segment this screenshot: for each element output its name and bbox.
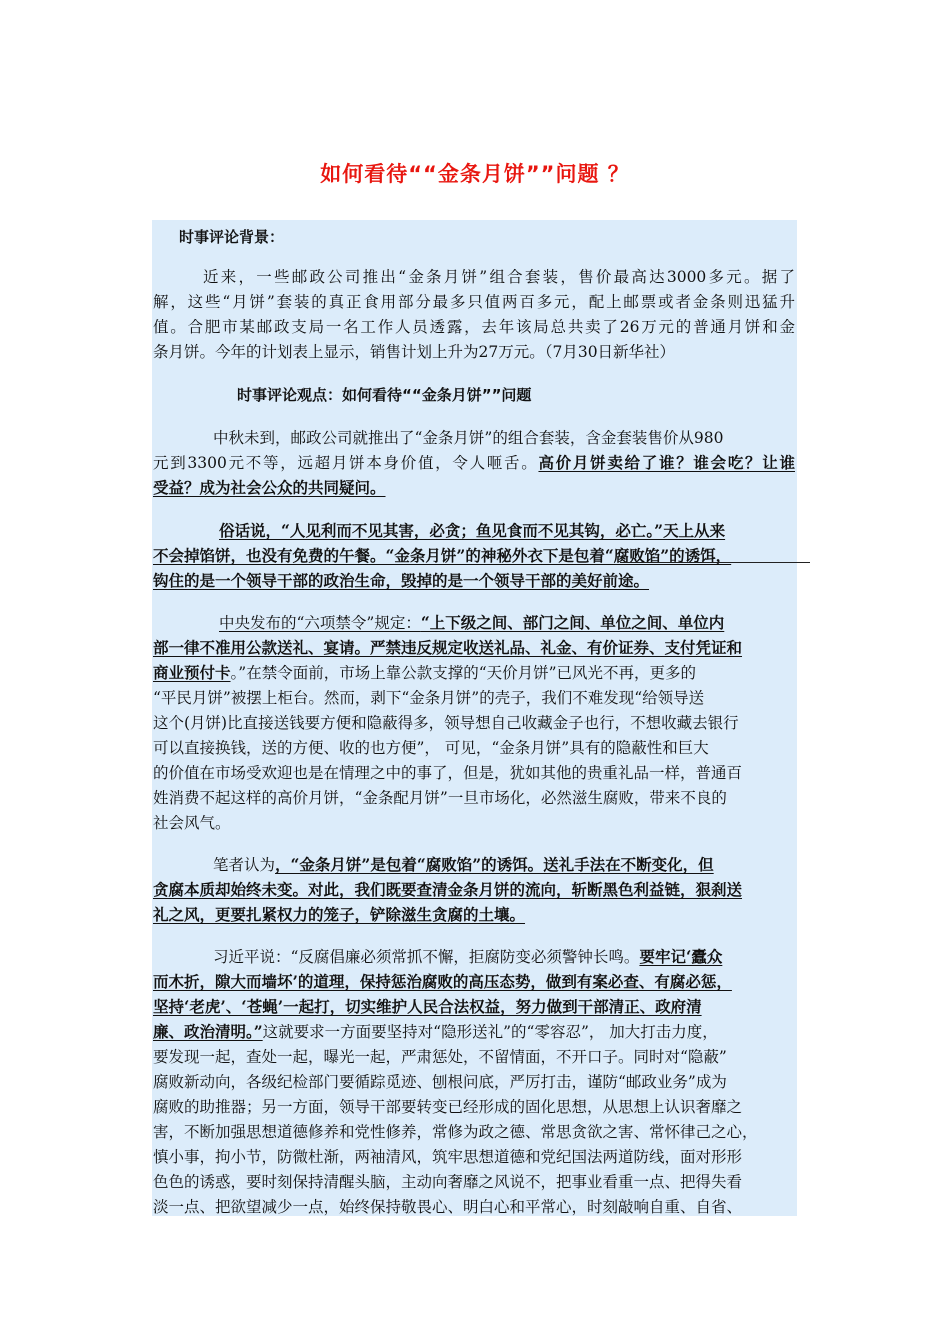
p5-line-1 [153,945,855,969]
p4-line-1-text: 笔者认为 [213,856,276,874]
p5-line-3: 坚持‘老虎’、‘苍蝇’一起打，切实维护人民合法权益，努力做到干部清正、政府清 [153,997,702,1016]
p3-line-1-emphasis: “上下级之间、部门之间、单位之间、单位内 [420,613,725,632]
p5-line-9: 慎小事，拘小节，防微杜渐，两袖清风，筑牢思想道德和党纪国法两道防线，面对形形 [153,1148,743,1166]
p1-line-2-text: 元到3300元不等，远超月饼本身价值，令人咂舌。 [153,454,539,472]
p3-line-9: 社会风气。 [153,814,231,832]
viewpoint-heading: 时事评论观点：如何看待““金条月饼””问题 [237,386,532,404]
p1-line-1: 中秋未到，邮政公司就推出了“金条月饼”的组合套装，含金套装售价从980 [213,429,724,447]
p4-line-1 [153,853,855,877]
p5-line-2: 而木折，隙大而墙坏’的道理，保持惩治腐败的高压态势，做到有案必查、有腐必惩， [153,972,732,991]
p3-line-3-emphasis: 商业预付卡 [153,663,231,682]
background-line-1: 近来，一些邮政公司推出“金条月饼”组合套装，售价最高达3000多元。据了 [203,268,795,286]
p5-line-5: 要发现一起，查处一起，曝光一起，严肃惩处，不留情面，不开口子。同时对“隐蔽” [153,1048,727,1066]
p3-line-3-text: 。”在禁令面前，市场上靠公款支撑的“天价月饼”已风光不再，更多的 [230,664,697,682]
p4-line-2: 贪腐本质却始终未变。对此，我们既要查清金条月饼的流向，斩断黑色利益链，狠刹送 [153,880,743,899]
p2-line-2-text: 不会掉馅饼，也没有免费的午餐。“金条月饼”的神秘外衣下是包着“腐败馅”的诱饵， [153,546,732,565]
p3-line-8: 姓消费不起这样的高价月饼，“金条配月饼”一旦市场化，必然滋生腐败，带来不良的 [153,789,727,807]
p2-line-1-text: 俗话说，“人见利而不见其害，必贪；鱼见食而不见其钩，必亡。”天上从来 [219,521,726,540]
background-line-3: 值。合肥市某邮政支局一名工作人员透露，去年该局总共卖了26万元的普通月饼和金 [153,318,795,336]
p3-line-2: 部一律不准用公款送礼、宴请。严禁违反规定收送礼品、礼金、有价证券、支付凭证和 [153,638,743,657]
p2-line-1 [153,519,861,543]
background-line-4: 条月饼。今年的计划表上显示，销售计划上升为27万元。（7月30日新华社） [153,343,676,361]
p3-line-4: “平民月饼”被摆上柜台。然而，剥下“金条月饼”的壳子，我们不难发现“给领导送 [153,689,705,707]
p3-line-1-text: 中央发布的“六项禁令”规定： [219,614,421,632]
p2-line-3: 钩住的是一个领导干部的政治生命，毁掉的是一个领导干部的美好前途。 [153,571,650,590]
p5-line-8: 害，不断加强思想道德修养和党性修养，常修为政之德、常思贪欲之害、常怀律己之心， [153,1123,758,1141]
background-heading: 时事评论背景： [179,228,285,246]
p5-line-11: 淡一点、把欲望减少一点，始终保持敬畏心、明白心和平常心，时刻敲响自重、自省、 [153,1198,743,1216]
p5-line-7: 腐败的助推器；另一方面，领导干部要转变已经形成的固化思想，从思想上认识奢靡之 [153,1098,743,1116]
p1-line-3: 受益？成为社会公众的共同疑问。 [153,478,386,497]
p4-line-1-emphasis: ，“金条月饼”是包着“腐败馅”的诱饵。送礼手法在不断变化，但 [275,855,714,874]
document-title: 如何看待““金条月饼””问题 ？ [320,162,630,186]
p1-line-2-emphasis: 高价月饼卖给了谁？谁会吃？让谁 [538,453,795,472]
p4-line-3: 礼之风，更要扎紧权力的笼子，铲除滋生贪腐的土壤。 [153,905,526,924]
p5-line-4 [153,1020,795,1044]
p3-line-6: 可以直接换钱，送的方便、收的也方便”， 可见，“金条月饼”具有的隐蔽性和巨大 [153,739,709,757]
p5-line-1-text: 习近平说：“反腐倡廉必须常抓不懈，拒腐防变必须警钟长鸣。 [213,948,640,966]
underline-rule [620,562,810,563]
p5-line-6: 腐败新动向，各级纪检部门要循踪觅迹、刨根问底，严厉打击，谨防“邮政业务”成为 [153,1073,727,1091]
p3-line-3 [153,661,795,685]
p5-line-4-emphasis: 廉、政治清明。” [153,1022,263,1041]
p1-line-2 [153,451,795,475]
p3-line-1 [153,611,861,635]
p5-line-10: 色色的诱惑，要时刻保持清醒头脑，主动向奢靡之风说不，把事业看重一点、把得失看 [153,1173,743,1191]
p3-line-5: 这个(月饼)比直接送钱要方便和隐蔽得多，领导想自己收藏金子也行，不想收藏去银行 [153,714,739,732]
p2-line-2 [153,544,795,568]
p5-line-1-emphasis: 要牢记‘蠹众 [639,947,723,966]
p5-line-4-text: 这就要求一方面要坚持对“隐形送礼”的“零容忍”， 加大打击力度， [262,1023,718,1041]
background-line-2: 解，这些“月饼”套装的真正食用部分最多只值两百多元，配上邮票或者金条则迅猛升 [153,293,795,311]
p3-line-7: 的价值在市场受欢迎也是在情理之中的事了，但是，犹如其他的贵重礼品一样，普通百 [153,764,743,782]
